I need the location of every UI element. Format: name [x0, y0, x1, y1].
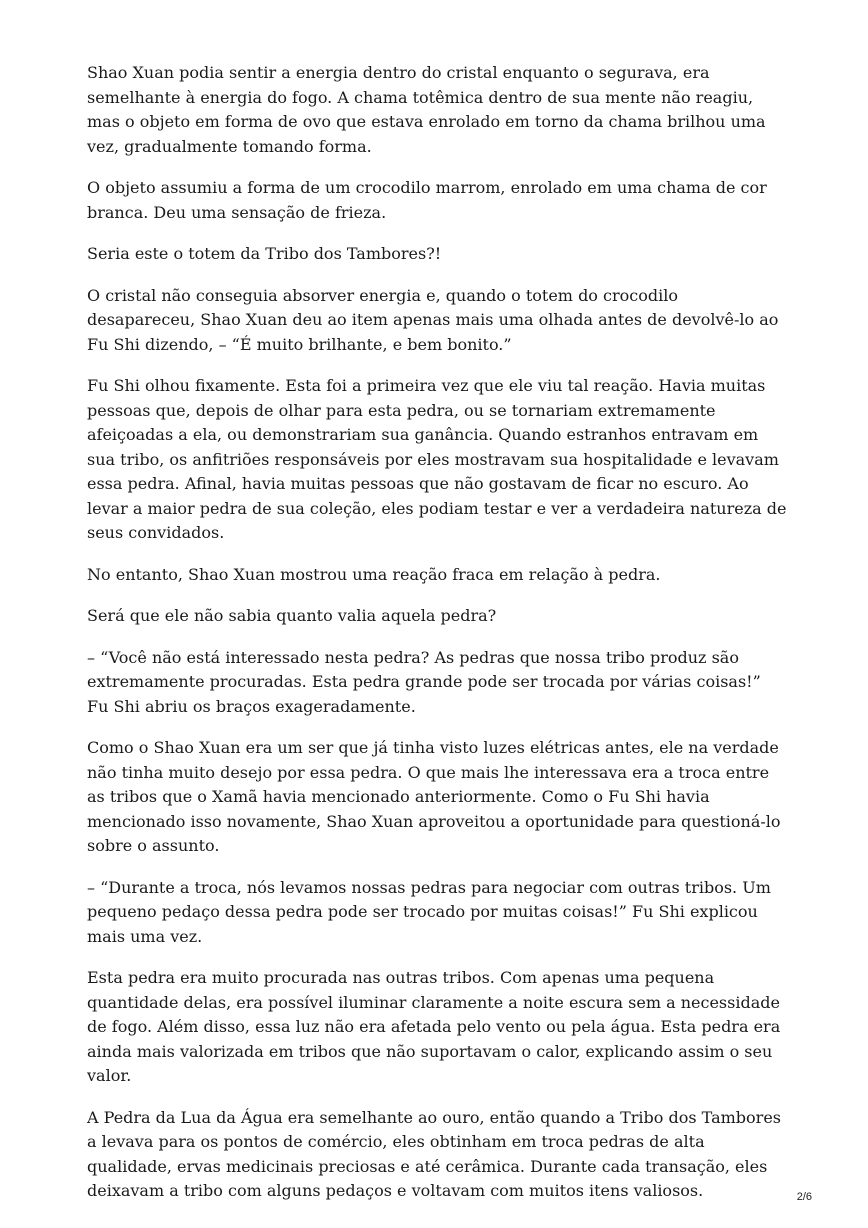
- paragraph: Como o Shao Xuan era um ser que já tinha visto luzes elétricas antes, ele na verdade não tinha muito desejo por essa pedra. O que mais lhe interessava era a troca entre as tribos que o Xamã havia mencionado anteriormente. Como o Fu Shi havia mencionado isso novamente, Shao Xuan aproveitou a oportunidade para questioná-lo sobre o assunto.: [87, 738, 781, 855]
- paragraph: – “Durante a troca, nós levamos nossas pedras para negociar com outras tribos. Um pequeno pedaço dessa pedra pode ser trocado por muitas coisas!” Fu Shi explicou mais uma vez.: [87, 877, 771, 946]
- paragraph: A Pedra da Lua da Água era semelhante ao ouro, então quando a Tribo dos Tambores a levava para os pontos de comércio, eles obtinham em troca pedras de alta qualidade, ervas medicinais preciosas e até cerâmica. Durante cada transação, eles deixavam a tribo com alguns pedaços e voltavam com muitos itens valiosos.: [87, 1107, 781, 1200]
- paragraph: – “Você não está interessado nesta pedra? As pedras que nossa tribo produz são extremamente procuradas. Esta pedra grande pode ser trocada por várias coisas!” Fu Shi abriu os braços exageradamente.: [87, 647, 761, 716]
- paragraph: O cristal não conseguia absorver energia e, quando o totem do crocodilo desapareceu, Shao Xuan deu ao item apenas mais uma olhada antes de devolvê-lo ao Fu Shi dizendo, – “É muito brilhante, e bem bonito.”: [87, 285, 779, 354]
- paragraph: Shao Xuan podia sentir a energia dentro do cristal enquanto o segurava, era semelhante à energia do fogo. A chama totêmica dentro de sua mente não reagiu, mas o objeto em forma de ovo que estava enrolado em torno da chama brilhou uma vez, gradualmente tomando forma.: [87, 63, 766, 156]
- page-number: 2/6: [796, 1191, 812, 1203]
- paragraph: No entanto, Shao Xuan mostrou uma reação fraca em relação à pedra.: [87, 564, 661, 584]
- paragraph: Seria este o totem da Tribo dos Tambores?!: [87, 244, 442, 263]
- document-body: [87, 61, 787, 1221]
- paragraph: Esta pedra era muito procurada nas outras tribos. Com apenas uma pequena quantidade delas, era possível iluminar claramente a noite escura sem a necessidade de fogo. Além disso, essa luz não era afetada pelo vento ou pela água. Esta pedra era ainda mais valorizada em tribos que não suportavam o calor, explicando assim o seu valor.: [87, 968, 781, 1085]
- paragraph: Fu Shi olhou fixamente. Esta foi a primeira vez que ele viu tal reação. Havia muitas pessoas que, depois de olhar para esta pedra, ou se tornariam extremamente afeiçoadas a ela, ou demonstrariam sua ganância. Quando estranhos entravam em sua tribo, os anfitriões responsáveis por eles mostravam sua hospitalidade e levavam essa pedra. Afinal, havia muitas pessoas que não gostavam de ficar no escuro. Ao levar a maior pedra de sua coleção, eles podiam testar e ver a verdadeira natureza de seus convidados.: [87, 376, 787, 542]
- paragraph: O objeto assumiu a forma de um crocodilo marrom, enrolado em uma chama de cor branca. Deu uma sensação de frieza.: [87, 178, 767, 222]
- paragraph: Será que ele não sabia quanto valia aquela pedra?: [87, 606, 497, 625]
